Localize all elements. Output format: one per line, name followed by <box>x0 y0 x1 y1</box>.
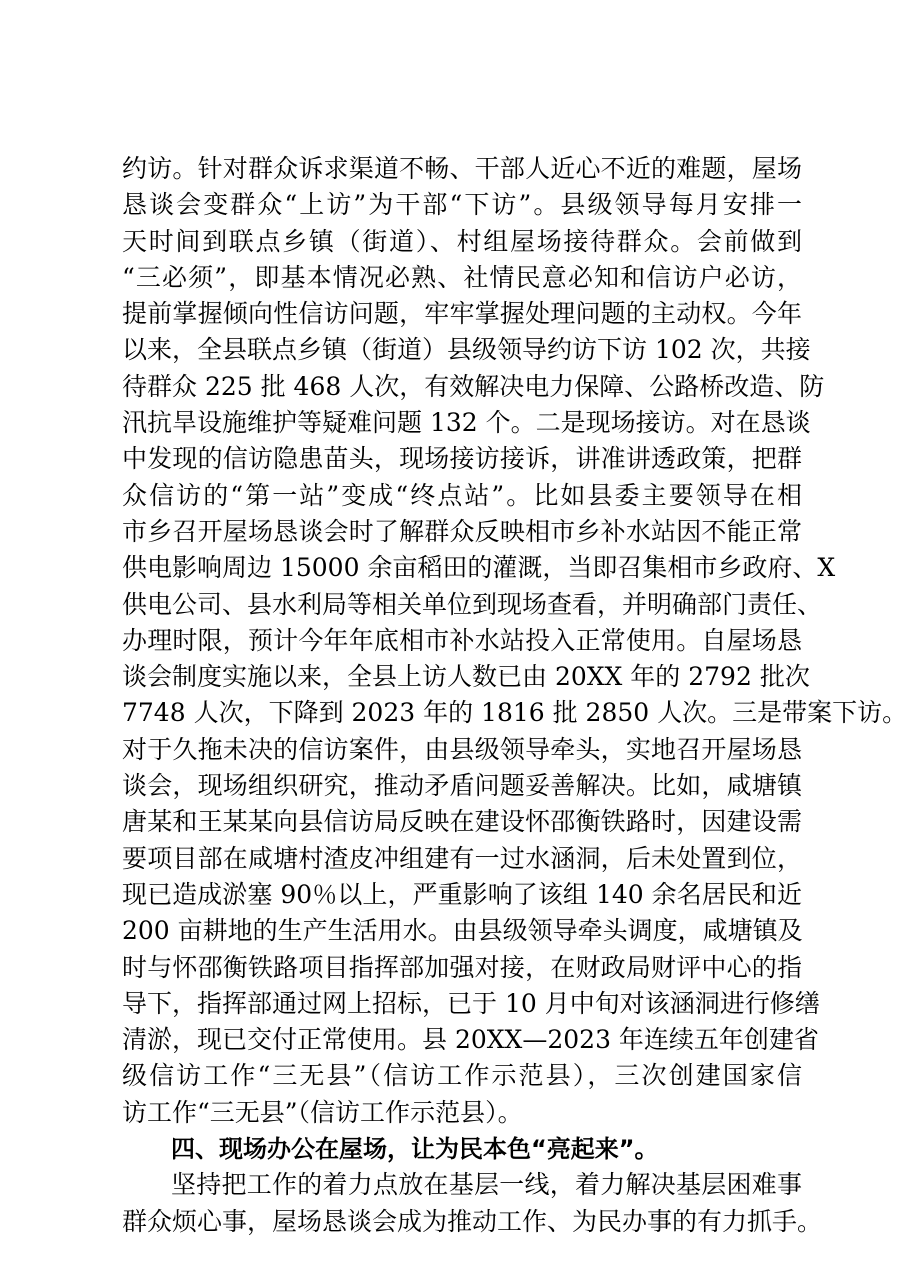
text-line: 对于久拖未决的信访案件，由县级领导牵头，实地召开屋场恳 <box>122 734 802 764</box>
text-line: 供电影响周边 15000 余亩稻田的灌溉，当即召集相市乡政府、X <box>122 553 836 583</box>
text-line: 要项目部在咸塘村渣皮冲组建有一过水涵洞，后未处置到位， <box>122 843 802 873</box>
text-line: 众信访的“第一站”变成“终点站”。比如县委主要领导在相 <box>122 480 802 510</box>
text-line: “三必须”，即基本情况必熟、社情民意必知和信访户必访， <box>122 262 802 292</box>
text-line: 天时间到联点乡镇（街道）、村组屋场接待群众。会前做到 <box>122 226 802 256</box>
body-text <box>122 151 908 1240</box>
text-line: 7748 人次，下降到 2023 年的 1816 批 2850 人次。三是带案下访。 <box>122 698 908 728</box>
text-line: 恳谈会变群众“上访”为干部“下访”。县级领导每月安排一 <box>122 190 802 220</box>
text-line: 谈会，现场组织研究，推动矛盾问题妥善解决。比如，咸塘镇 <box>122 771 802 801</box>
text-line: 清淤，现已交付正常使用。县 20XX—2023 年连续五年创建省 <box>122 1025 819 1055</box>
text-line: 约访。针对群众诉求渠道不畅、干部人近心不近的难题，屋场 <box>122 154 802 183</box>
text-line: 市乡召开屋场恳谈会时了解群众反映相市乡补水站因不能正常 <box>122 516 802 546</box>
section-heading: 四、现场办公在屋场，让为民本色“亮起来”。 <box>171 1135 659 1164</box>
text-line: 坚持把工作的着力点放在基层一线，着力解决基层困难事 <box>171 1170 802 1200</box>
paragraph <box>122 1167 823 1240</box>
text-line: 办理时限，预计今年年底相市补水站投入正常使用。自屋场恳 <box>122 625 802 655</box>
text-line: 200 亩耕地的生产生活用水。由县级领导牵头调度，咸塘镇及 <box>122 916 803 946</box>
text-line: 以来，全县联点乡镇（街道）县级领导约访下访 102 次，共接 <box>122 335 811 365</box>
text-line: 中发现的信访隐患苗头，现场接访接诉，讲准讲透政策，把群 <box>122 444 802 474</box>
text-line: 谈会制度实施以来，全县上访人数已由 20XX 年的 2792 批次 <box>122 662 810 692</box>
text-line: 级信访工作“三无县”（信访工作示范县），三次创建国家信 <box>122 1061 802 1091</box>
text-line: 访工作“三无县”（信访工作示范县）。 <box>122 1097 523 1127</box>
paragraph <box>122 151 908 1131</box>
text-line: 现已造成淤塞 90％以上，严重影响了该组 140 余名居民和近 <box>122 879 802 909</box>
text-line: 待群众 225 批 468 人次，有效解决电力保障、公路桥改造、防 <box>122 371 825 401</box>
text-line: 唐某和王某某向县信访局反映在建设怀邵衡铁路时，因建设需 <box>122 807 802 837</box>
text-line: 供电公司、县水利局等相关单位到现场查看，并明确部门责任、 <box>122 589 823 619</box>
text-line: 时与怀邵衡铁路项目指挥部加强对接，在财政局财评中心的指 <box>122 952 802 982</box>
text-line: 导下，指挥部通过网上招标，已于 10 月中旬对该涵洞进行修缮 <box>122 988 820 1018</box>
text-line: 群众烦心事，屋场恳谈会成为推动工作、为民办事的有力抓手。 <box>122 1206 823 1236</box>
text-line: 汛抗旱设施维护等疑难问题 132 个。二是现场接访。对在恳谈 <box>122 408 811 438</box>
text-line: 提前掌握倾向性信访问题，牢牢掌握处理问题的主动权。今年 <box>122 299 802 329</box>
